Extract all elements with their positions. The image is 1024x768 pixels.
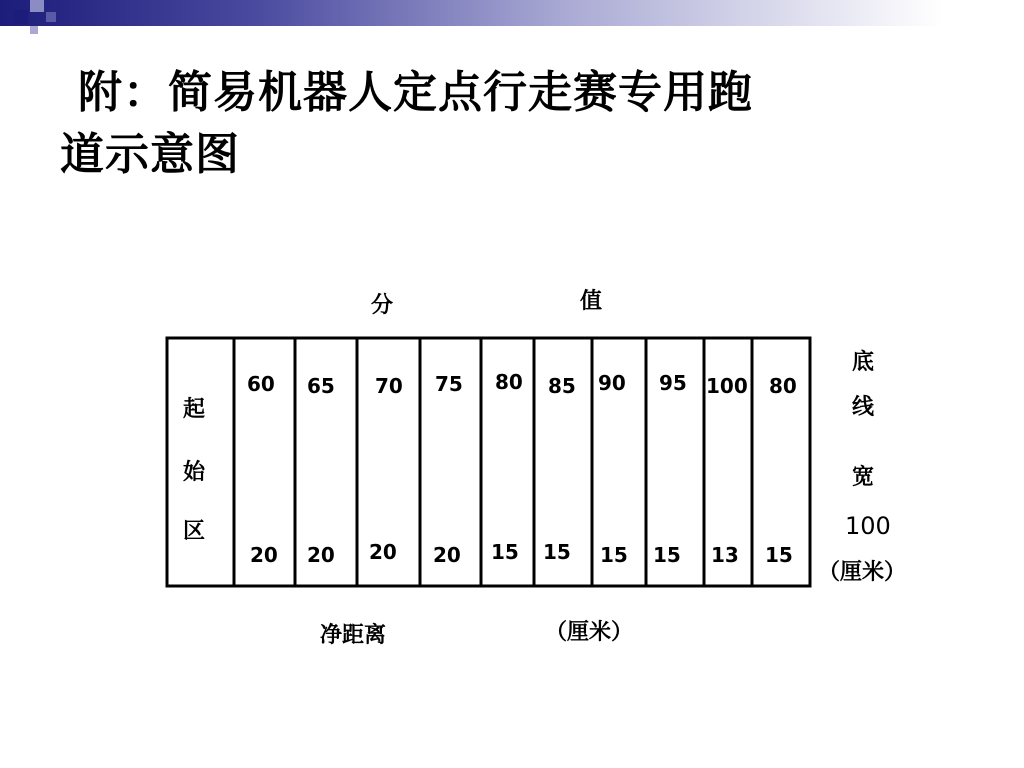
header-square-small <box>30 26 38 34</box>
header-gradient-band <box>0 0 1024 26</box>
start-zone-char-1: 起 <box>183 397 206 422</box>
zone-distance: 20 <box>307 543 335 567</box>
slide-title-line1: 附：简易机器人定点行走赛专用跑 <box>78 67 753 118</box>
score-header-right: 值 <box>580 289 603 314</box>
zone-distance: 15 <box>600 543 628 567</box>
zone-distance: 15 <box>491 540 519 564</box>
slide-title <box>60 62 960 186</box>
zone-score: 95 <box>659 371 687 395</box>
baseline-label-xian: 线 <box>852 395 875 420</box>
zone-distance: 15 <box>765 543 793 567</box>
zone-distance: 20 <box>250 543 278 567</box>
zone-score: 80 <box>769 374 797 398</box>
zone-score: 80 <box>495 370 523 394</box>
zone-distance: 20 <box>433 543 461 567</box>
zone-distance: 13 <box>711 543 739 567</box>
zone-score: 90 <box>598 371 626 395</box>
baseline-label-kuan: 宽 <box>852 465 875 490</box>
header-square-light <box>30 0 44 12</box>
zone-distance: 15 <box>543 540 571 564</box>
zone-score: 60 <box>247 372 275 396</box>
score-header-left: 分 <box>371 293 394 318</box>
zone-distance: 20 <box>369 540 397 564</box>
start-zone-char-2: 始 <box>183 460 206 485</box>
zone-score: 70 <box>375 374 403 398</box>
zone-score: 75 <box>435 372 463 396</box>
header-square-dark <box>14 10 28 24</box>
header-square-mid <box>46 12 56 22</box>
zone-score: 100 <box>706 374 748 398</box>
zone-score: 65 <box>307 374 335 398</box>
baseline-width-value: 100 <box>845 512 891 540</box>
start-zone-char-3: 区 <box>183 519 206 544</box>
net-distance-label: 净距离 <box>320 623 387 648</box>
slide-title-line2: 道示意图 <box>60 129 240 180</box>
baseline-label-di: 底 <box>852 350 875 375</box>
baseline-width-unit: （厘米） <box>818 560 907 585</box>
zone-score: 85 <box>548 374 576 398</box>
zone-distance: 15 <box>653 543 681 567</box>
net-distance-unit: （厘米） <box>545 620 634 645</box>
